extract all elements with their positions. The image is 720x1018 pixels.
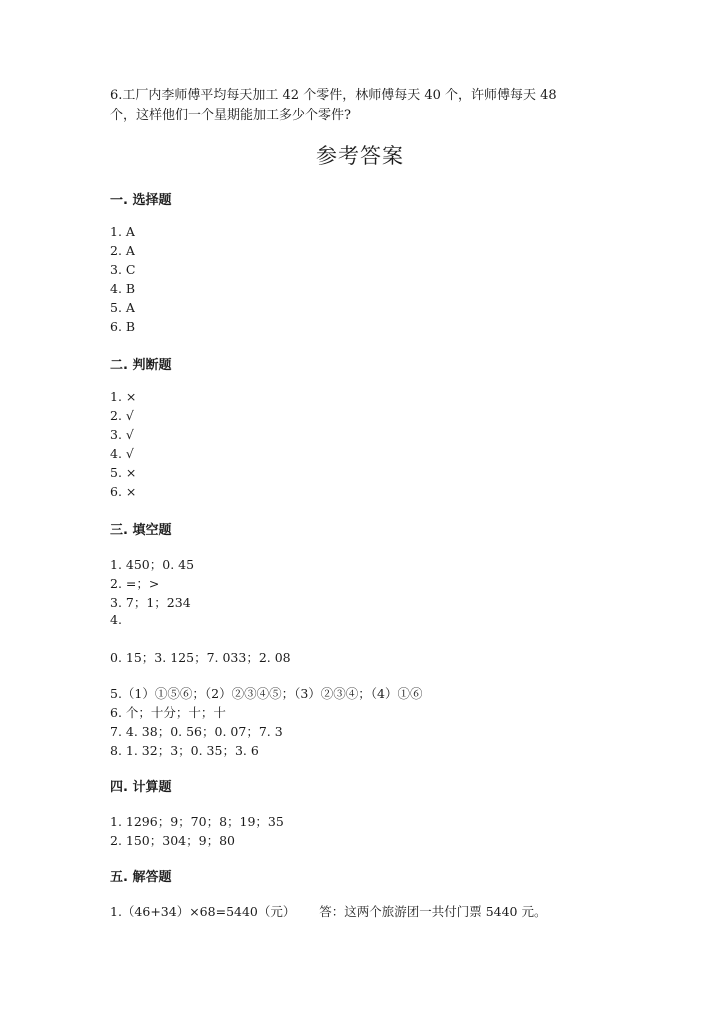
section-3-answer: 0. 15；3. 125；7. 033；2. 08 <box>110 650 291 665</box>
section-2-heading: 二. 判断题 <box>110 358 172 373</box>
section-2-answer: 1. × <box>110 389 137 404</box>
question-6 <box>110 86 610 126</box>
question-6-line-2: 个，这样他们一个星期能加工多少个零件? <box>110 108 351 123</box>
section-1-answer: 5. A <box>110 300 135 315</box>
section-2-answer: 6. × <box>110 484 137 499</box>
section-1-answer: 1. A <box>110 224 135 239</box>
section-3-answer: 3. 7；1；234 <box>110 595 191 610</box>
section-1-answer: 4. B <box>110 281 136 296</box>
section-1-answer: 6. B <box>110 319 136 334</box>
section-2-answer: 2. √ <box>110 408 134 423</box>
section-1-answer: 2. A <box>110 243 135 258</box>
section-1-answer: 3. C <box>110 262 136 277</box>
section-3-answer: 7. 4. 38；0. 56；0. 07；7. 3 <box>110 724 283 739</box>
section-2-answer: 4. √ <box>110 446 134 461</box>
section-5-answer: 1.（46+34）×68=5440（元） 答：这两个旅游团一共付门票 5440 元。 <box>110 904 547 919</box>
section-3-answer: 8. 1. 32；3；0. 35；3. 6 <box>110 743 259 758</box>
answer-key-title: 参考答案 <box>316 144 404 168</box>
section-2-answer: 3. √ <box>110 427 134 442</box>
section-3-answer: 2. =；> <box>110 576 160 591</box>
section-3-heading: 三. 填空题 <box>110 523 172 538</box>
section-3-answer: 5.（1）①⑤⑥；（2）②③④⑤；（3）②③④；（4）①⑥ <box>110 686 423 701</box>
section-4-answer: 1. 1296；9；70；8；19；35 <box>110 814 284 829</box>
question-6-line-1: 6.工厂内李师傅平均每天加工 42 个零件，林师傅每天 40 个，许师傅每天 48 <box>110 88 557 103</box>
section-4-heading: 四. 计算题 <box>110 780 172 795</box>
section-5-heading: 五. 解答题 <box>110 870 172 885</box>
section-1-heading: 一. 选择题 <box>110 193 172 208</box>
section-3-answer: 1. 450；0. 45 <box>110 557 195 572</box>
section-3-answer: 4. <box>110 612 122 627</box>
section-4-answer: 2. 150；304；9；80 <box>110 833 235 848</box>
section-2-answer: 5. × <box>110 465 137 480</box>
section-3-answer: 6. 个；十分；十；十 <box>110 705 226 720</box>
